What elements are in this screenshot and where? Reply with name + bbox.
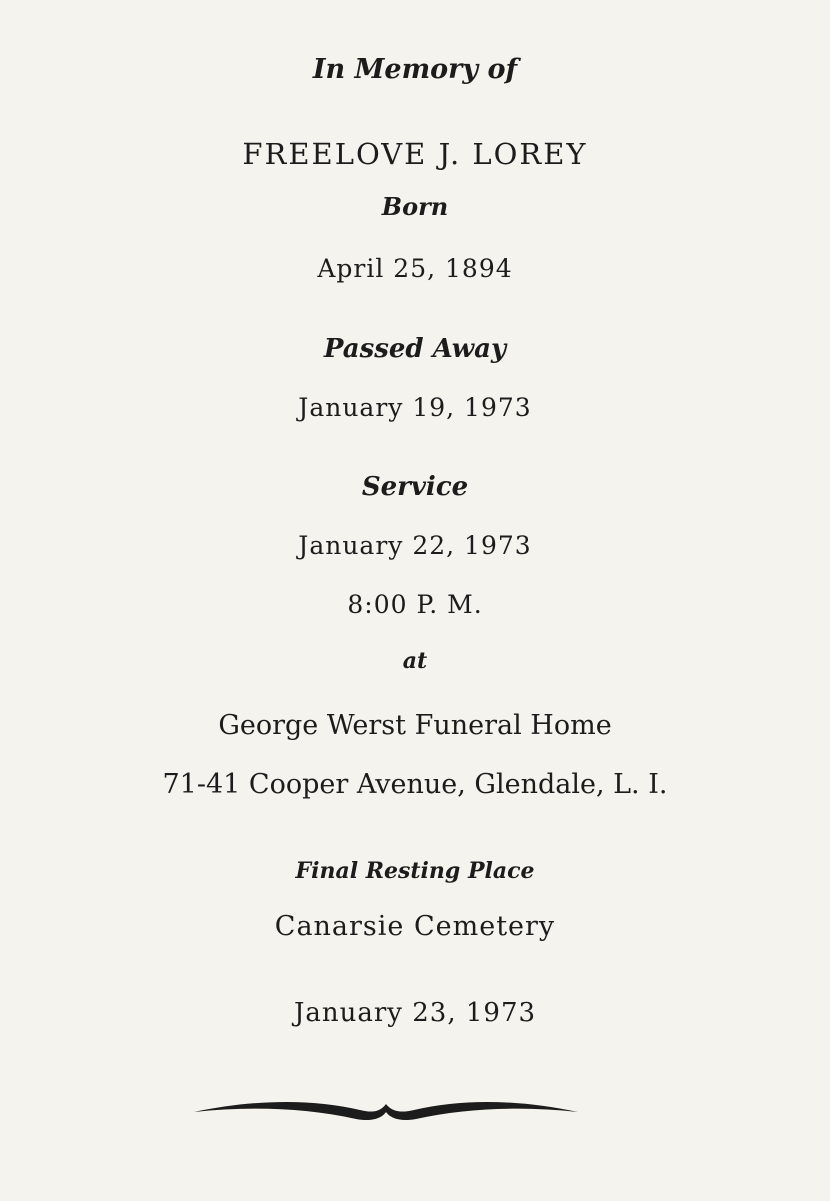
deceased-name: FREELOVE J. LOREY [242,137,588,171]
resting-place-label: Final Resting Place [295,858,535,884]
heading: In Memory of [312,54,518,85]
service-date: January 22, 1973 [298,531,532,560]
cemetery-name: Canarsie Cemetery [274,911,556,942]
flourish-divider-icon [190,1092,582,1128]
born-date: April 25, 1894 [317,254,513,283]
service-time: 8:00 P. M. [347,590,483,619]
at-label: at [402,648,428,674]
passed-away-date: January 19, 1973 [298,393,532,422]
venue-name: George Werst Funeral Home [218,710,612,741]
service-label: Service [361,472,469,502]
venue-address: 71-41 Cooper Avenue, Glendale, L. I. [162,769,668,800]
born-label: Born [381,192,449,221]
passed-away-label: Passed Away [323,334,507,364]
burial-date: January 23, 1973 [293,998,537,1028]
